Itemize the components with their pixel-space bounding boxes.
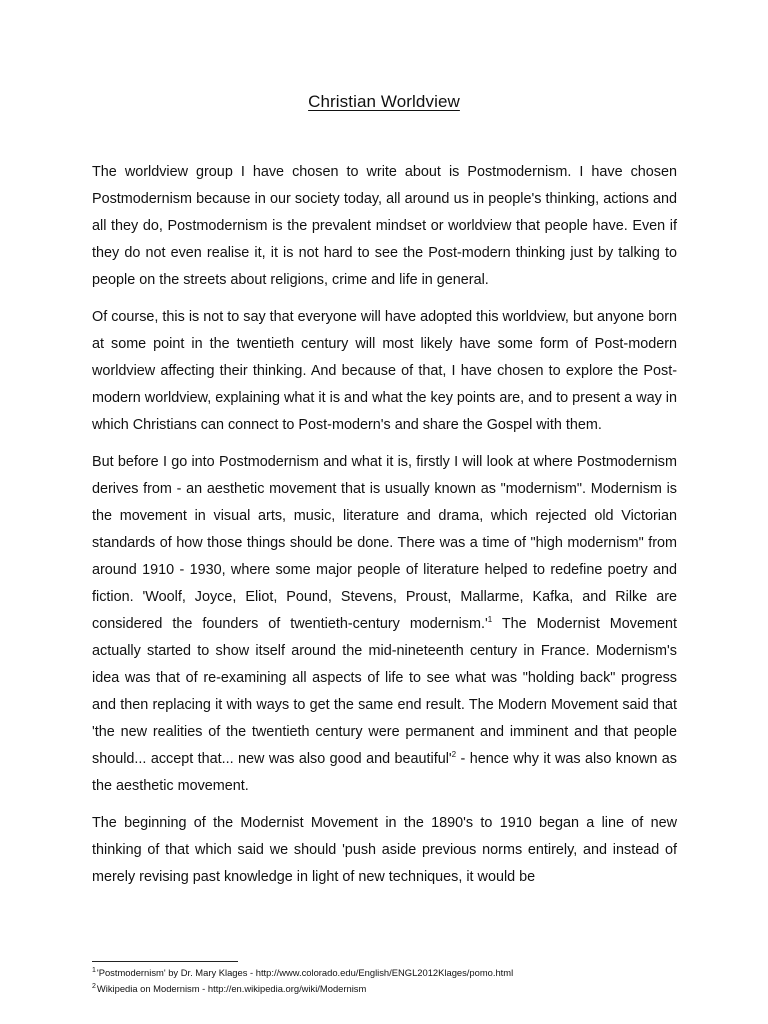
footnote-number: 1	[92, 966, 96, 974]
body-paragraph	[92, 304, 677, 439]
footnote-number: 2	[92, 982, 96, 990]
footnote-text: 'Postmodernism' by Dr. Mary Klages - http://www.colorado.edu/English/ENGL2012Klages/pomo.html	[96, 967, 514, 978]
body-paragraph	[92, 810, 677, 891]
body-paragraph	[92, 159, 677, 294]
footnote-reference: 2	[451, 750, 457, 760]
document-body	[92, 159, 677, 901]
footnote-divider	[92, 961, 238, 962]
footnote-item	[92, 965, 692, 981]
paragraph-text: The beginning of the Modernist Movement in the 1890's to 1910 began a line of new thinking of that which said we should 'push aside previous norms entirely, and instead of merely revising past knowledge in light of new techniques, it would be	[92, 815, 677, 885]
footnote-item	[92, 981, 692, 997]
footnote-reference: 1	[487, 615, 493, 625]
document-title: Christian Worldview	[308, 92, 460, 111]
paragraph-text: - hence why it was also known as the aesthetic movement.	[92, 751, 677, 794]
paragraph-text: Of course, this is not to say that everyone will have adopted this worldview, but anyone born at some point in the twentieth century will most likely have some form of Post-modern worldview affecting their thinking. And because of that, I have chosen to explore the Post-modern worldview, explaining what it is and what the key points are, and to present a way in which Christians can connect to Post-modern's and share the Gospel with them.	[92, 309, 677, 433]
body-paragraph	[92, 449, 677, 800]
paragraph-text: The worldview group I have chosen to write about is Postmodernism. I have chosen Postmodernism because in our society today, all around us in people's thinking, actions and all they do, Postmodernism is the prevalent mindset or worldview that people have. Even if they do not even realise it, it is not hard to see the Post-modern thinking just by talking to people on the streets about religions, crime and life in general.	[92, 164, 677, 288]
footnote-text: Wikipedia on Modernism - http://en.wikipedia.org/wiki/Modernism	[96, 983, 367, 994]
paragraph-text: The Modernist Movement actually started to show itself around the mid-nineteenth century in France. Modernism's idea was that of re-examining all aspects of life to see what was "holding back" progress and then replacing it with ways to get the same end result. The Modern Movement said that 'the new realities of the twentieth century were permanent and imminent and that people should... accept that... new was also good and beautiful'	[92, 616, 677, 767]
footnotes	[92, 965, 692, 997]
paragraph-text: But before I go into Postmodernism and what it is, firstly I will look at where Postmodernism derives from - an aesthetic movement that is usually known as "modernism". Modernism is the movement in visual arts, music, literature and drama, which rejected old Victorian standards of how those things should be done. There was a time of "high modernism" from around 1910 - 1930, where some major people of literature helped to redefine poetry and fiction. 'Woolf, Joyce, Eliot, Pound, Stevens, Proust, Mallarme, Kafka, and Rilke are considered the founders of twentieth-century modernism.'	[92, 454, 677, 632]
